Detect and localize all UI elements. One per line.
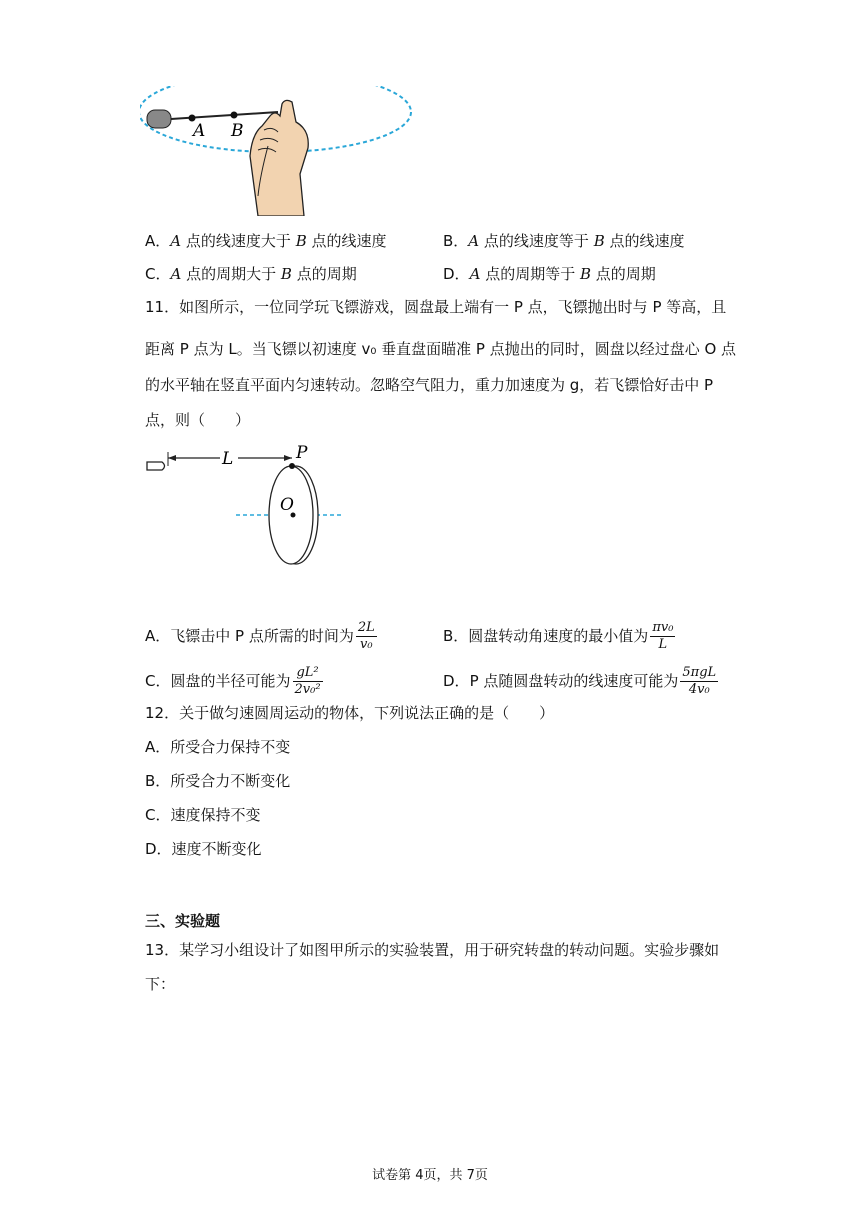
- q12-option-a[interactable]: A．所受合力保持不变: [145, 738, 291, 756]
- fraction: $\frac{\text{πv₀}}{L}$: [652, 620, 674, 652]
- q12-stem: 12．关于做匀速圆周运动的物体，下列说法正确的是（ ）: [145, 704, 555, 722]
- section-heading: 三、实验题: [145, 912, 221, 930]
- stopper: [147, 110, 171, 128]
- point-p-dot: [289, 463, 295, 469]
- q12-option-c[interactable]: C．速度保持不变: [145, 806, 261, 824]
- q12-option-d[interactable]: D．速度不断变化: [145, 840, 262, 858]
- hand-illustration: [250, 100, 308, 216]
- fraction: $\frac{2L}{\text{v₀}}$: [357, 620, 375, 652]
- q11-option-d[interactable]: D．P 点随圆盘转动的线速度可能为 $\frac{\text{5πgL}}{\text{4v₀}}$: [443, 665, 717, 697]
- q13-stem-line-2: 下：: [145, 975, 176, 993]
- fraction: $\frac{\text{gL²}}{\text{2v₀²}}$: [294, 665, 321, 697]
- fraction: $\frac{\text{5πgL}}{\text{4v₀}}$: [682, 665, 717, 697]
- q12-option-b[interactable]: B．所受合力不断变化: [145, 772, 291, 790]
- q11-option-c[interactable]: C．圆盘的半径可能为 $\frac{\text{gL²}}{\text{2v₀²}}$: [145, 665, 321, 697]
- label-o: O: [280, 495, 294, 515]
- arrow-right: [284, 455, 292, 461]
- arrow-left: [168, 455, 176, 461]
- q10-option-d[interactable]: D．A 点的周期等于 B 点的周期: [443, 265, 656, 283]
- label-b: B: [231, 121, 244, 141]
- q10-figure: [140, 86, 420, 216]
- q11-stem-line-2: 距离 P 点为 L。当飞镖以初速度 v₀ 垂直盘面瞄准 P 点抛出的同时，圆盘以经过盘心 O 点: [145, 340, 737, 358]
- page-footer: 试卷第 4页，共 7页: [372, 1168, 488, 1183]
- q11-stem-line-3: 的水平轴在竖直平面内匀速转动。忽略空气阻力，重力加速度为 g，若飞镖恰好击中 P: [145, 376, 714, 394]
- q11-option-a[interactable]: A．飞镖击中 P 点所需的时间为 $\frac{2L}{\text{v₀}}$: [145, 620, 375, 652]
- string: [171, 112, 278, 119]
- q11-option-b[interactable]: B．圆盘转动角速度的最小值为 $\frac{\text{πv₀}}{L}$: [443, 620, 674, 652]
- label-p: P: [296, 444, 308, 463]
- q11-stem-line-1: 11．如图所示，一位同学玩飞镖游戏，圆盘最上端有一 P 点，飞镖抛出时与 P 等高，且: [145, 298, 727, 316]
- label-a: A: [193, 121, 206, 141]
- point-b-dot: [231, 112, 238, 119]
- label-l: L: [222, 449, 234, 469]
- q11-stem-line-4: 点，则（ ）: [145, 411, 251, 429]
- q10-option-b[interactable]: B．A 点的线速度等于 B 点的线速度: [443, 232, 685, 250]
- q11-figure: [140, 444, 350, 574]
- q10-option-a[interactable]: A．A 点的线速度大于 B 点的线速度: [145, 232, 387, 250]
- dart: [147, 462, 165, 470]
- q13-stem-line-1: 13．某学习小组设计了如图甲所示的实验装置，用于研究转盘的转动问题。实验步骤如: [145, 941, 720, 959]
- q10-option-c[interactable]: C．A 点的周期大于 B 点的周期: [145, 265, 357, 283]
